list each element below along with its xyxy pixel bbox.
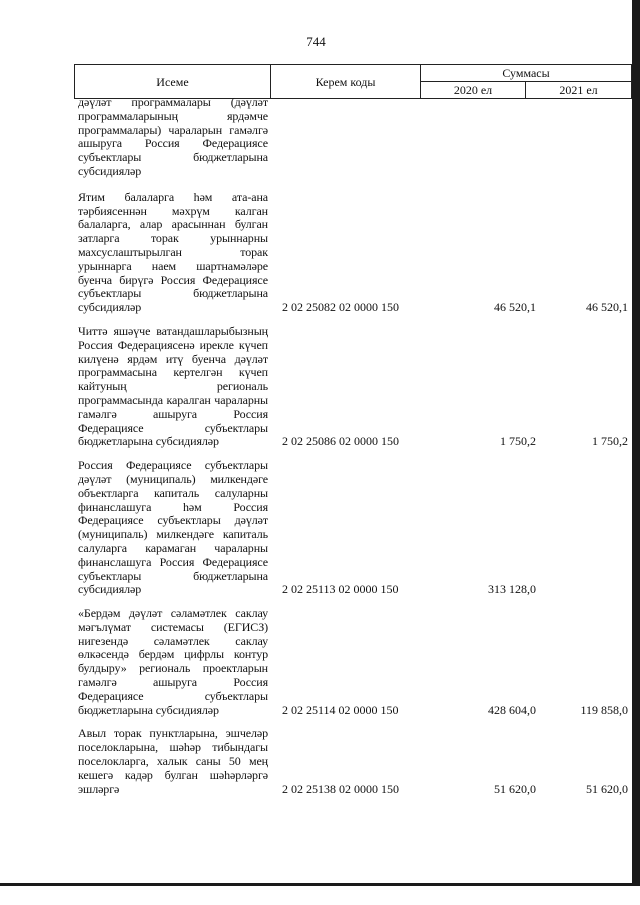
- row-value-2021: 51 620,0: [586, 781, 628, 796]
- row-name: Читтә яшәүче ватандашларыбызның Россия Федерациясенә ирекле күчеп килүенә ярдәм итү буенча дәүләт программасына кертелгән күчеп кайтуның региональ программасында каралган чараларны гамәлгә ашыруга Россия Федерациясе субъектлары бюджетларына субсидияләр: [78, 323, 268, 449]
- budget-table-header: [74, 64, 632, 99]
- row-value-2021: 1 750,2: [592, 434, 628, 449]
- table-row: [78, 727, 628, 796]
- row-value-2020: 428 604,0: [488, 702, 536, 717]
- table-row: [78, 325, 628, 449]
- table-row: [78, 607, 628, 717]
- header-amounts: Суммасы: [421, 65, 632, 82]
- table-row: [78, 191, 628, 315]
- row-code: 2 02 25113 02 0000 150: [282, 582, 399, 597]
- page-edge-right: [632, 0, 640, 885]
- page-number: 744: [306, 34, 326, 49]
- row-code: 2 02 25086 02 0000 150: [282, 434, 399, 449]
- header-name: Исеме: [75, 65, 271, 99]
- row-name: «Бердәм дәүләт сәламәтлек саклау мәгълүмат системасы (ЕГИСЗ) нигезендә сәламәтлек саклау өлкәсендә бердәм цифрлы контур булдыру» региональ проектларын гамәлгә ашыруга Россия Федерациясе субъектлары бюджетларына субсидияләр: [78, 606, 268, 717]
- page-edge-bottom: [0, 883, 640, 886]
- row-code: 2 02 25114 02 0000 150: [282, 702, 399, 717]
- row-code: 2 02 25138 02 0000 150: [282, 781, 399, 796]
- row-value-2020: 313 128,0: [488, 582, 536, 597]
- budget-table-body: [78, 96, 628, 806]
- row-name: Россия Федерациясе субъектлары дәүләт (муниципаль) милкендәге объектларга капиталь салуларны финанслашуга һәм Россия Федерациясе субъектлары дәүләт (муниципаль) милкендәге капиталь салуларга карамаган чараларны финанслашуга Россия Федерациясе субъектлары бюджетларына субсидияләр: [78, 458, 268, 597]
- header-year-2021: 2021 ел: [526, 82, 632, 99]
- table-row: [78, 459, 628, 597]
- header-code: Керем коды: [271, 65, 421, 99]
- row-name: дәүләт программалары (дәүләт программаларының ярдәмче программалары) чараларын гамәлгә ашыруга Россия Федерациясе субъектлары бюджетларына субсидияләр: [78, 95, 268, 178]
- row-name: Ятим балаларга һәм ата-ана тәрбиясеннән мәхрүм калган балаларга, алар арасыннан булган затларга торак урыннарны махсуслаштырылган торак урыннарга наем шартнамәләре буенча бирүгә Россия Федерациясе субъектлары бюджетларына субсидияләр: [78, 189, 268, 315]
- row-value-2020: 51 620,0: [494, 781, 536, 796]
- row-name: Авыл торак пунктларына, эшчеләр поселокларына, шәһәр тибындагы поселокларга, халык саны 50 мең кешегә кадәр булган шәһәрләргә эшләргә: [78, 726, 268, 796]
- row-code: 2 02 25082 02 0000 150: [282, 300, 399, 315]
- row-value-2021: 46 520,1: [586, 300, 628, 315]
- header-year-2020: 2020 ел: [421, 82, 526, 99]
- row-value-2021: 119 858,0: [580, 702, 628, 717]
- row-value-2020: 1 750,2: [500, 434, 536, 449]
- table-row: [78, 96, 628, 179]
- row-value-2020: 46 520,1: [494, 300, 536, 315]
